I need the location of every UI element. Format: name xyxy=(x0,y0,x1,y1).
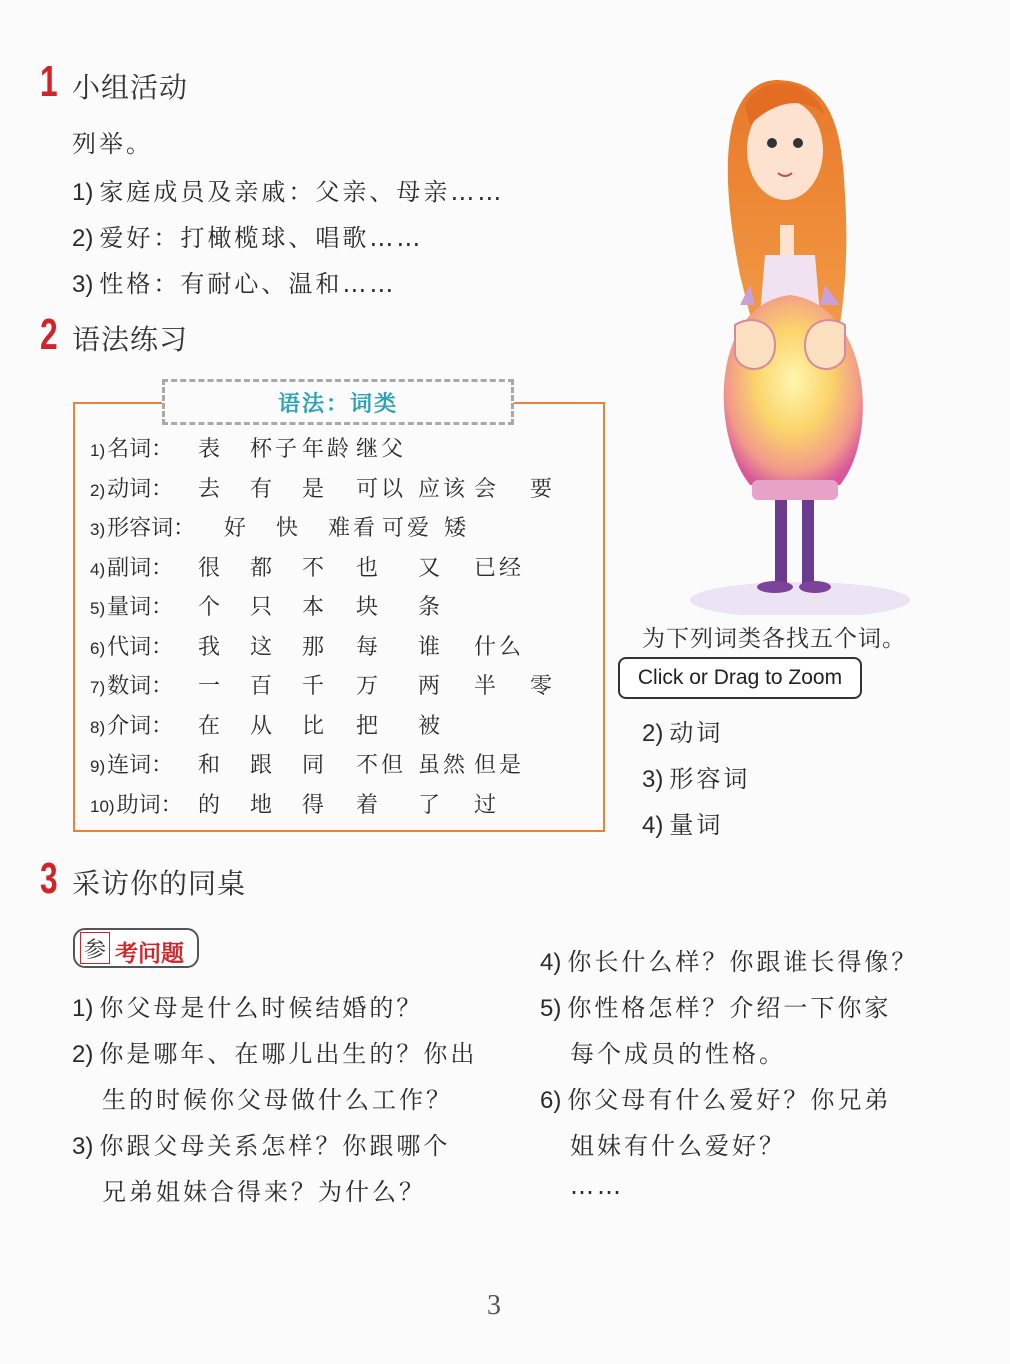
grammar-word: 零 xyxy=(530,674,556,699)
grammar-row xyxy=(90,432,173,463)
grammar-word: 了 xyxy=(418,792,444,818)
grammar-row-number: 8) xyxy=(90,717,106,737)
grammar-word: 被 xyxy=(418,713,444,739)
grammar-word: 的 xyxy=(198,792,224,818)
grammar-word: 这 xyxy=(250,634,276,660)
list-item: 1) 家庭成员及亲戚：父亲、母亲…… xyxy=(72,178,505,206)
grammar-word: 谁 xyxy=(418,634,444,660)
grammar-row-label: 名词： xyxy=(107,437,174,462)
grammar-word: 同 xyxy=(302,753,328,778)
question-line: 兄弟姐妹合得来？为什么？ xyxy=(102,1178,426,1206)
grammar-row xyxy=(90,788,183,819)
grammar-word: 百 xyxy=(250,674,276,699)
task-item: 4) 量词 xyxy=(642,811,724,839)
grammar-word: 和 xyxy=(198,753,224,778)
grammar-word: 过 xyxy=(474,792,500,818)
grammar-word: 比 xyxy=(302,713,328,739)
grammar-word: 一 xyxy=(198,674,224,699)
grammar-row xyxy=(90,590,173,621)
grammar-word: 半 xyxy=(474,674,500,699)
grammar-row-label: 代词： xyxy=(107,634,174,660)
grammar-row-label: 数词： xyxy=(107,674,174,699)
grammar-word: 着 xyxy=(356,792,382,818)
grammar-word: 可以 xyxy=(356,476,407,502)
grammar-row-label: 助词： xyxy=(116,792,183,818)
grammar-row-label: 形容词： xyxy=(107,516,196,541)
grammar-word: 得 xyxy=(302,792,328,818)
question-line: 6) 你父母有什么爱好？你兄弟 xyxy=(540,1086,892,1114)
grammar-row-label: 连词： xyxy=(107,753,174,778)
grammar-word: 但是 xyxy=(474,753,525,778)
section-3-title: 采访你的同桌 xyxy=(72,867,247,900)
grammar-word: 难看 xyxy=(328,516,379,541)
grammar-word: 在 xyxy=(198,713,224,739)
question-line: …… xyxy=(570,1172,624,1200)
grammar-row xyxy=(90,630,173,661)
grammar-row xyxy=(90,669,173,700)
grammar-word: 只 xyxy=(250,595,276,620)
grammar-word: 不 xyxy=(302,555,328,581)
grammar-row xyxy=(90,748,173,779)
question-line: 2) 你是哪年、在哪儿出生的？你出 xyxy=(72,1040,478,1068)
grammar-word: 地 xyxy=(250,792,276,818)
grammar-word: 什么 xyxy=(474,634,525,660)
grammar-box-title: 语法：词类 xyxy=(277,391,398,417)
grammar-row-number: 9) xyxy=(90,757,106,776)
grammar-word: 块 xyxy=(356,595,382,620)
grammar-row-number: 3) xyxy=(90,520,106,539)
grammar-word: 条 xyxy=(418,595,444,620)
grammar-row xyxy=(90,511,195,542)
question-line: 姐妹有什么爱好？ xyxy=(570,1132,786,1160)
grammar-word: 千 xyxy=(302,674,328,699)
grammar-word: 要 xyxy=(530,476,556,502)
grammar-word: 杯子 xyxy=(250,437,301,462)
grammar-row xyxy=(90,709,173,740)
grammar-row-label: 副词： xyxy=(107,555,174,581)
grammar-row-number: 10) xyxy=(90,796,115,816)
list-item: 2) 爱好：打橄榄球、唱歌…… xyxy=(72,224,424,252)
grammar-row-number: 4) xyxy=(90,559,106,579)
section-2-number: 2 xyxy=(40,310,58,359)
grammar-box-header xyxy=(162,379,514,425)
grammar-word: 两 xyxy=(418,674,444,699)
grammar-word: 每 xyxy=(356,634,382,660)
grammar-word: 年龄 xyxy=(302,437,353,462)
grammar-word: 去 xyxy=(198,476,224,502)
grammar-word: 好 xyxy=(224,516,250,541)
grammar-row-number: 6) xyxy=(90,638,106,658)
reference-questions-badge xyxy=(73,928,199,968)
grammar-word: 也 xyxy=(356,555,382,581)
grammar-row-number: 1) xyxy=(90,441,106,460)
task-item: 3) 形容词 xyxy=(642,765,751,793)
grammar-word: 矮 xyxy=(444,516,470,541)
section-1-title: 小组活动 xyxy=(72,71,189,104)
zoom-button[interactable]: Click or Drag to Zoom xyxy=(618,657,862,699)
grammar-row xyxy=(90,551,173,582)
grammar-row xyxy=(90,472,173,503)
section-1-number: 1 xyxy=(40,57,58,106)
grammar-word: 个 xyxy=(198,595,224,620)
task-instruction: 为下列词类各找五个词。 xyxy=(642,626,906,652)
grammar-word: 已经 xyxy=(474,555,525,581)
question-line: 1) 你父母是什么时候结婚的？ xyxy=(72,994,424,1022)
grammar-word: 有 xyxy=(250,476,276,502)
grammar-row-number: 5) xyxy=(90,599,106,618)
section-1-intro: 列举。 xyxy=(72,130,153,158)
grammar-word: 很 xyxy=(198,555,224,581)
grammar-row-label: 介词： xyxy=(107,713,174,739)
grammar-word: 可爱 xyxy=(382,516,433,541)
grammar-row-number: 2) xyxy=(90,480,106,500)
grammar-word: 是 xyxy=(302,476,328,502)
page-number: 3 xyxy=(487,1290,501,1321)
grammar-word: 从 xyxy=(250,713,276,739)
grammar-word: 都 xyxy=(250,555,276,581)
section-3-number: 3 xyxy=(40,854,58,903)
girl-illustration xyxy=(680,55,910,615)
grammar-word: 表 xyxy=(198,437,224,462)
grammar-row-label: 动词： xyxy=(107,476,174,502)
grammar-word: 那 xyxy=(302,634,328,660)
grammar-row-number: 7) xyxy=(90,678,106,697)
grammar-word: 继父 xyxy=(356,437,407,462)
question-line: 3) 你跟父母关系怎样？你跟哪个 xyxy=(72,1132,451,1160)
grammar-word: 会 xyxy=(474,476,500,502)
grammar-word: 快 xyxy=(276,516,302,541)
reference-char: 参 xyxy=(80,932,110,964)
question-line: 5) 你性格怎样？介绍一下你家 xyxy=(540,994,892,1022)
question-line: 4) 你长什么样？你跟谁长得像？ xyxy=(540,948,919,976)
grammar-row-label: 量词： xyxy=(107,595,174,620)
grammar-word: 我 xyxy=(198,634,224,660)
section-2-title: 语法练习 xyxy=(72,323,189,356)
question-line: 每个成员的性格。 xyxy=(570,1040,786,1068)
reference-label: 考问题 xyxy=(115,941,184,967)
grammar-word: 不但 xyxy=(356,753,407,778)
grammar-word: 把 xyxy=(356,713,382,739)
grammar-word: 又 xyxy=(418,555,444,581)
question-line: 生的时候你父母做什么工作？ xyxy=(102,1086,453,1114)
task-item: 2) 动词 xyxy=(642,719,724,747)
grammar-word: 跟 xyxy=(250,753,276,778)
list-item: 3) 性格：有耐心、温和…… xyxy=(72,270,397,298)
grammar-word: 本 xyxy=(302,595,328,620)
grammar-word: 虽然 xyxy=(418,753,469,778)
grammar-word: 应该 xyxy=(418,476,469,502)
grammar-word: 万 xyxy=(356,674,382,699)
